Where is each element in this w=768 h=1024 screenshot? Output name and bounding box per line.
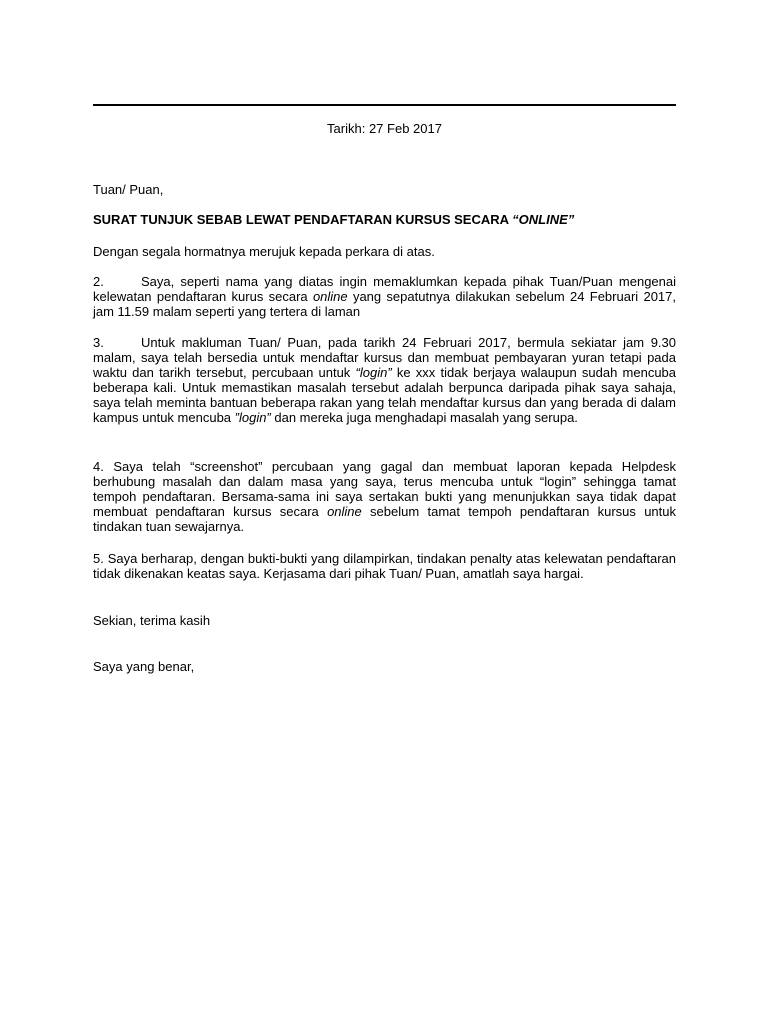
- paragraph-3: [93, 335, 676, 425]
- letter-page: [93, 0, 676, 1024]
- letter-date: Tarikh: 27 Feb 2017: [327, 121, 442, 136]
- header-divider: [93, 104, 676, 106]
- paragraph-3-login-2: ”login”: [234, 410, 271, 425]
- paragraph-5: 5. Saya berharap, dengan bukti-bukti yang dilampirkan, tindakan penalty atas kelewatan pendaftaran tidak dikenakan keatas saya. Kerjasama dari pihak Tuan/ Puan, amatlah saya hargai.: [93, 551, 676, 581]
- closing-line: Sekian, terima kasih: [93, 613, 211, 628]
- paragraph-4-text-a: 4. Saya telah “screenshot” percubaan yang gagal dan membuat laporan kepada Helpdesk berhubung masalah dan dalam masa yang saya, terus mencuba untuk “login” sehingga tamat tempoh pendaftaran. Bersama-sama ini saya sertakan bukti yang menunjukkan saya tidak dapat membuat pendaftaran kursus secara: [93, 459, 676, 519]
- paragraph-2-online: online: [312, 289, 348, 304]
- paragraph-number: 2.: [93, 274, 104, 289]
- paragraph-3-text-b: ke xxx tidak berjaya walaupun sudah mencuba beberapa kali. Untuk memastikan masalah tersebut adalah berpunca daripada pihak saya sahaja, saya telah meminta bantuan beberapa rakan yang telah mendaftar kursus dan yang berada di dalam kampus untuk mencuba: [93, 365, 677, 425]
- paragraph-3-text-a: Untuk makluman Tuan/ Puan, pada tarikh 24 Februari 2017, bermula sekiatar jam 9.30 malam, saya telah bersedia untuk mendaftar kursus dan membuat pembayaran yuran tetapi pada waktu dan tarikh tersebut, percubaan untuk: [93, 335, 676, 380]
- signoff-line: Saya yang benar,: [93, 659, 195, 674]
- paragraph-3-login-1: “login”: [355, 365, 392, 380]
- paragraph-2-text-b: yang sepatutnya dilakukan sebelum 24 Februari 2017, jam 11.59 malam seperti yang tertera di laman: [93, 289, 676, 319]
- paragraph-3-text-c: dan mereka juga menghadapi masalah yang serupa.: [270, 410, 578, 425]
- paragraph-4-text-b: sebelum tamat tempoh pendaftaran kursus untuk tindakan tuan sewajarnya.: [93, 504, 676, 534]
- salutation: Tuan/ Puan,: [93, 182, 164, 197]
- subject-emphasis: “ONLINE”: [512, 212, 575, 227]
- subject-text: SURAT TUNJUK SEBAB LEWAT PENDAFTARAN KURSUS SECARA: [93, 212, 513, 227]
- paragraph-4-online: online: [327, 504, 362, 519]
- letter-subject: [93, 212, 676, 227]
- paragraph-4: [93, 459, 676, 534]
- paragraph-2: [93, 274, 676, 319]
- paragraph-number: 3.: [93, 335, 104, 350]
- paragraph-2-text-a: Saya, seperti nama yang diatas ingin memaklumkan kepada pihak Tuan/Puan mengenai kelewatan pendaftaran kurus secara: [93, 274, 676, 304]
- intro-paragraph: Dengan segala hormatnya merujuk kepada perkara di atas.: [93, 244, 435, 259]
